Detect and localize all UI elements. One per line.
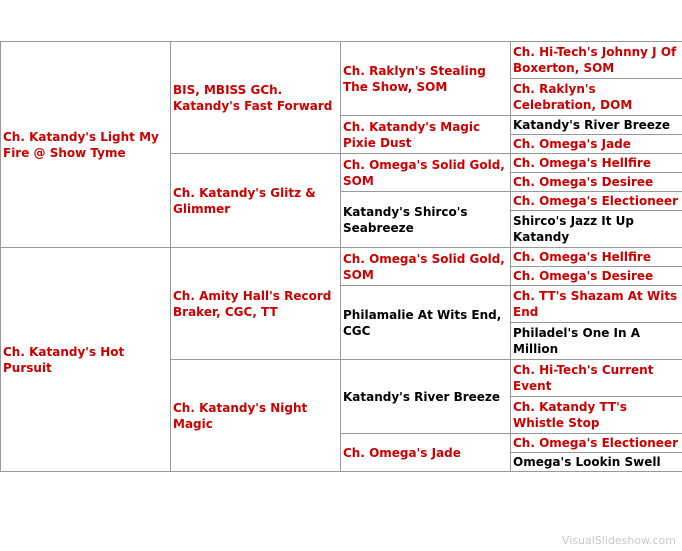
dss-dam-cell: Ch. Omega's Desiree: [511, 267, 682, 286]
dsd-dam-cell: Philadel's One In A Million: [511, 323, 682, 360]
sdd-dam-cell: Shirco's Jazz It Up Katandy: [511, 211, 682, 248]
sss-dam-cell: Ch. Raklyn's Celebration, DOM: [511, 79, 682, 116]
sdd-sire-cell: Ch. Omega's Electioneer: [511, 192, 682, 211]
sds-sire-cell: Ch. Omega's Hellfire: [511, 154, 682, 173]
sire-dam-dam-cell: Katandy's Shirco's Seabreeze: [341, 192, 511, 248]
watermark-text: VisualSlideshow.com: [561, 534, 676, 547]
sire-dam-cell: Ch. Katandy's Glitz & Glimmer: [171, 154, 341, 248]
ssd-dam-cell: Ch. Omega's Jade: [511, 135, 682, 154]
dds-dam-cell: Ch. Katandy TT's Whistle Stop: [511, 397, 682, 434]
sss-sire-cell: Ch. Hi-Tech's Johnny J Of Boxerton, SOM: [511, 42, 682, 79]
dds-sire-cell: Ch. Hi-Tech's Current Event: [511, 360, 682, 397]
dam-sire-dam-cell: Philamalie At Wits End, CGC: [341, 286, 511, 360]
dam-dam-sire-cell: Katandy's River Breeze: [341, 360, 511, 434]
ddd-sire-cell: Ch. Omega's Electioneer: [511, 434, 682, 453]
pedigree-table: [0, 41, 682, 472]
dam-cell: Ch. Katandy's Hot Pursuit: [1, 248, 171, 472]
sire-cell: Ch. Katandy's Light My Fire @ Show Tyme: [1, 42, 171, 248]
ssd-sire-cell: Katandy's River Breeze: [511, 116, 682, 135]
dam-dam-dam-cell: Ch. Omega's Jade: [341, 434, 511, 472]
sire-dam-sire-cell: Ch. Omega's Solid Gold, SOM: [341, 154, 511, 192]
sire-sire-sire-cell: Ch. Raklyn's Stealing The Show, SOM: [341, 42, 511, 116]
dsd-sire-cell: Ch. TT's Shazam At Wits End: [511, 286, 682, 323]
sire-sire-dam-cell: Ch. Katandy's Magic Pixie Dust: [341, 116, 511, 154]
dam-dam-cell: Ch. Katandy's Night Magic: [171, 360, 341, 472]
dam-sire-sire-cell: Ch. Omega's Solid Gold, SOM: [341, 248, 511, 286]
sds-dam-cell: Ch. Omega's Desiree: [511, 173, 682, 192]
dam-sire-cell: Ch. Amity Hall's Record Braker, CGC, TT: [171, 248, 341, 360]
sire-sire-cell: BIS, MBISS GCh. Katandy's Fast Forward: [171, 42, 341, 154]
dss-sire-cell: Ch. Omega's Hellfire: [511, 248, 682, 267]
ddd-dam-cell: Omega's Lookin Swell: [511, 453, 682, 472]
